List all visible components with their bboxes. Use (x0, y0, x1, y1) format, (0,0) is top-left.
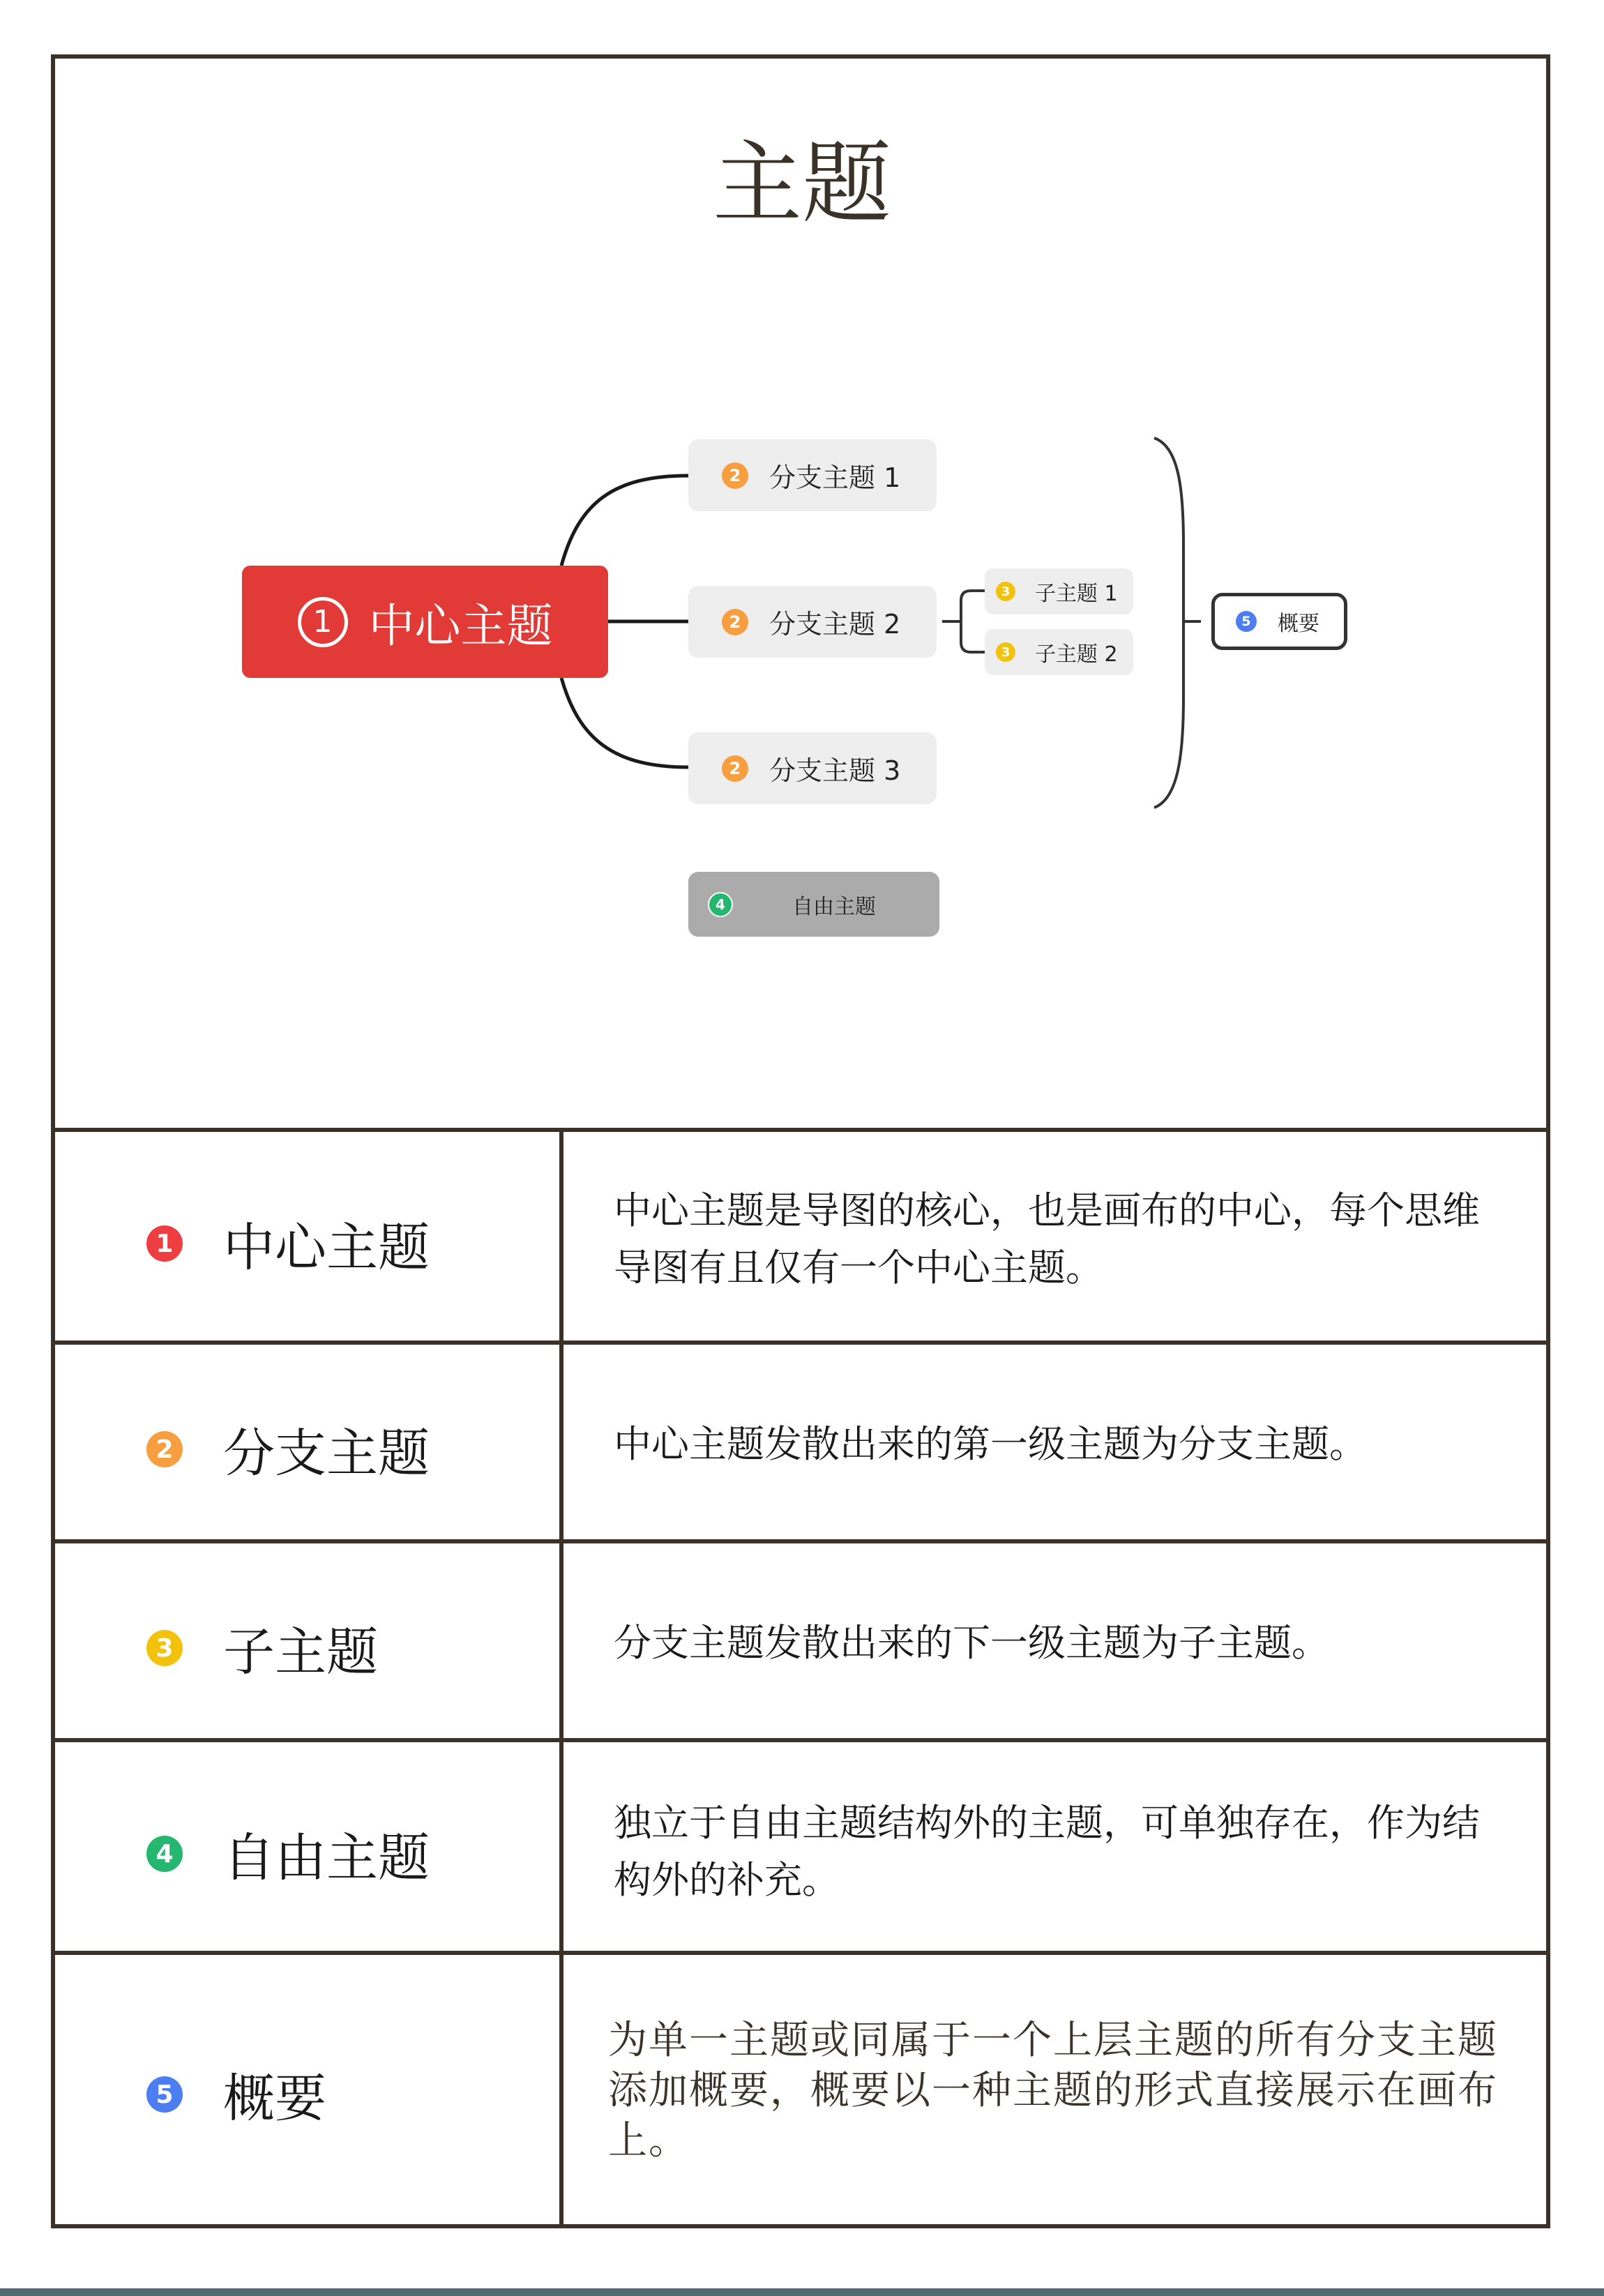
number-3-icon: 3 (996, 642, 1015, 662)
branch-topic-2[interactable] (688, 586, 937, 658)
subtopic-1[interactable] (985, 568, 1133, 614)
branch-topic-label: 分支主题 2 (769, 609, 901, 640)
summary-label: 概要 (1278, 612, 1319, 636)
number-5-icon: 5 (146, 2076, 183, 2113)
table-row-4-desc: 独立于自由主题结构外的主题，可单独存在，作为结构外的补充。 (614, 1801, 1480, 1902)
subtopic-label: 子主题 1 (1035, 582, 1118, 606)
row-divider (51, 1539, 1550, 1543)
table-row-4-term (146, 1817, 430, 1891)
free-topic-node[interactable] (688, 872, 939, 937)
connector-branch-1 (561, 476, 688, 566)
subtopic-2[interactable] (985, 629, 1133, 675)
free-topic-label: 自由主题 (792, 894, 876, 919)
connector-lines (0, 0, 1604, 1130)
number-5-icon: 5 (1236, 611, 1257, 632)
row-divider (51, 1738, 1550, 1742)
table-row-2-term (146, 1412, 430, 1486)
branch-topic-3[interactable] (688, 732, 937, 804)
table-row-1-desc: 中心主题是导图的核心，也是画布的中心，每个思维导图有且仅有一个中心主题。 (614, 1188, 1480, 1290)
number-2-icon: 2 (722, 755, 748, 782)
table-row-1-term (146, 1207, 430, 1281)
column-divider (559, 1130, 563, 2225)
term-label: 子主题 (223, 1622, 378, 1682)
number-1-icon: 1 (146, 1225, 183, 1262)
row-divider (51, 1951, 1550, 1955)
branch-topic-label: 分支主题 1 (769, 462, 901, 493)
summary-brace (1154, 438, 1183, 808)
term-label: 概要 (223, 2069, 326, 2129)
term-label: 自由主题 (223, 1828, 430, 1888)
page-title: 主题 (712, 132, 891, 236)
number-2-icon: 2 (722, 609, 748, 635)
table-row-5-desc: 为单一主题或同属于一个上层主题的所有分支主题添加概要，概要以一种主题的形式直接展示在画布上。 (608, 2018, 1498, 2163)
table-top-divider (51, 1128, 1550, 1132)
number-4-icon: 4 (708, 892, 733, 917)
table-row-3-desc: 分支主题发散出来的下一级主题为子主题。 (614, 1621, 1329, 1665)
number-2-icon: 2 (146, 1431, 183, 1467)
number-3-icon: 3 (996, 582, 1015, 601)
row-divider (51, 1340, 1550, 1345)
number-4-icon: 4 (146, 1836, 183, 1872)
subtopic-bracket (961, 591, 985, 652)
branch-topic-1[interactable] (688, 439, 937, 511)
mindmap-canvas (0, 0, 1604, 1130)
term-label: 分支主题 (223, 1423, 430, 1483)
central-topic-label: 中心主题 (368, 599, 553, 653)
connector-branch-3 (561, 678, 688, 767)
subtopic-label: 子主题 2 (1035, 642, 1118, 667)
summary-node[interactable] (1211, 593, 1347, 650)
table-row-2-desc: 中心主题发散出来的第一级主题为分支主题。 (614, 1422, 1367, 1466)
number-2-icon: 2 (722, 462, 748, 489)
footer-bar (0, 2288, 1604, 2296)
number-3-icon: 3 (146, 1630, 183, 1666)
table-row-3-term (146, 1611, 378, 1685)
table-row-5-term (146, 2057, 326, 2131)
central-topic-node[interactable] (242, 566, 608, 678)
term-label: 中心主题 (223, 1218, 430, 1278)
number-1-icon: 1 (298, 597, 348, 647)
branch-topic-label: 分支主题 3 (769, 755, 901, 786)
